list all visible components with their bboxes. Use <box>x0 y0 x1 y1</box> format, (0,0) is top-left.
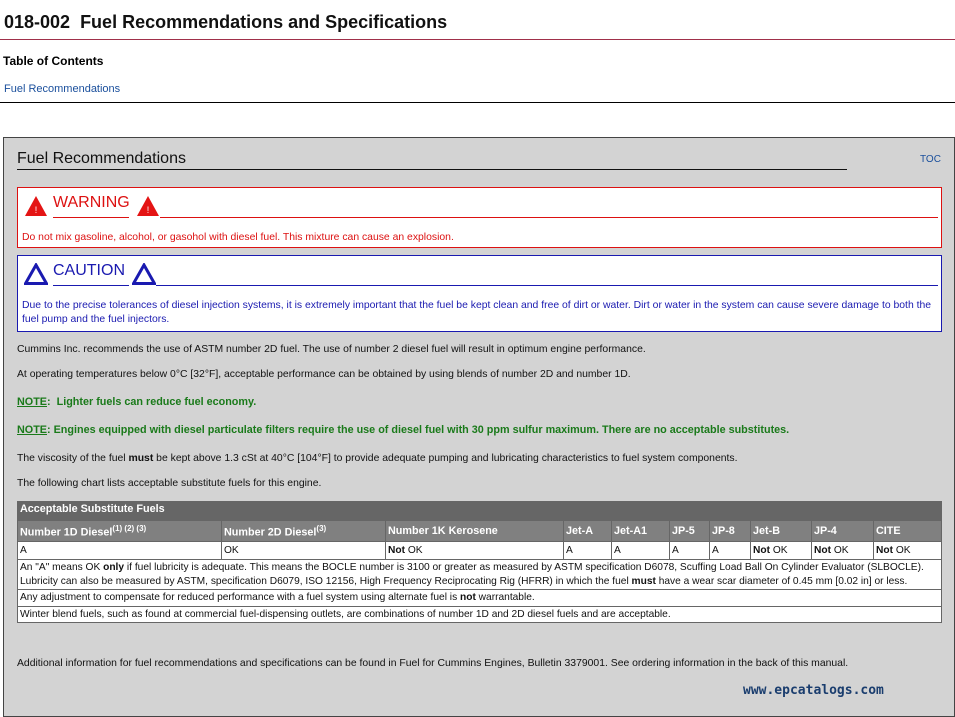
cell-jp-5: A <box>670 542 710 560</box>
column-header-jet-b: Jet-B <box>751 521 812 542</box>
paragraph-astm-2d: Cummins Inc. recommends the use of ASTM number 2D fuel. The use of number 2 diesel fuel will result in optimum engine performance. <box>17 344 646 355</box>
note-label: NOTE <box>17 396 47 408</box>
document-number: 018-002 <box>4 12 71 32</box>
svg-text:!: ! <box>34 205 38 215</box>
toc-back-link[interactable]: TOC <box>920 154 941 165</box>
paragraph-additional-information: Additional information for fuel recommendations and specifications can be found in Fuel for Cummins Engines, Bulletin 3379001. See ordering information in the back of this manual. <box>17 658 849 669</box>
footnote-lubricity: An "A" means OK only if fuel lubricity is adequate. This means the BOCLE number is 3100 or greater as measured by ASTM specification D6078, Scuffing Load Ball On Cylinder Evaluator (SLBOCLE). Lubricity can also be measured by ASTM, specification D6079, ISO 12156, High Frequency Reciprocating Rig (HFRR) in which the fuel must have a wear scar diameter of 0.45 mm [0.02 in] or less. <box>18 560 942 590</box>
warning-box <box>17 187 942 248</box>
watermark: www.epcatalogs.com <box>743 683 884 698</box>
warning-header <box>22 192 937 218</box>
caution-triangle-icon <box>24 263 48 285</box>
paragraph-viscosity: The viscosity of the fuel must be kept above 1.3 cSt at 40°C [104°F] to provide adequate pumping and lubricating characteristics to fuel system components. <box>17 453 738 464</box>
cell-number-1k-kerosene: Not OK <box>386 542 564 560</box>
toc-heading: Table of Contents <box>3 54 104 68</box>
note-label: NOTE <box>17 424 47 436</box>
table-row <box>18 542 942 560</box>
note-lighter-fuels: NOTE: Lighter fuels can reduce fuel economy. <box>17 396 257 408</box>
cell-number-2d-diesel: OK <box>222 542 386 560</box>
table-footnote-row <box>18 590 942 607</box>
title-divider <box>0 39 955 40</box>
caution-box <box>17 255 942 332</box>
table-footnote-row <box>18 606 942 623</box>
toc-divider <box>0 102 955 103</box>
warning-label-underline <box>53 217 129 218</box>
note-particulate-filters: NOTE: Engines equipped with diesel particulate filters require the use of diesel fuel with 30 ppm sulfur maximum. There are no acceptable substitutes. <box>17 424 790 436</box>
column-header-jet-a1: Jet-A1 <box>612 521 670 542</box>
note-lighter-fuels-text: Lighter fuels can reduce fuel economy. <box>56 396 257 408</box>
column-header-jp-4: JP-4 <box>812 521 874 542</box>
table-caption: Acceptable Substitute Fuels <box>18 502 942 521</box>
warning-triangle-icon <box>136 195 160 217</box>
column-header-cite: CITE <box>874 521 942 542</box>
document-title-text: Fuel Recommendations and Specifications <box>80 12 448 32</box>
paragraph-operating-temperatures: At operating temperatures below 0°C [32°F], acceptable performance can be obtained by using blends of number 2D and number 1D. <box>17 369 631 380</box>
cell-jp-8: A <box>710 542 751 560</box>
caution-header-line <box>156 285 938 286</box>
column-header-number-1d-diesel: Number 1D Diesel$^{(1) (2) (3)}$ <box>18 521 222 542</box>
substitute-fuels-table <box>17 501 942 623</box>
section-title: Fuel Recommendations <box>17 150 847 170</box>
column-header-number-1k-kerosene: Number 1K Kerosene <box>386 521 564 542</box>
fuel-recommendations-panel <box>3 137 955 717</box>
column-header-number-2d-diesel: Number 2D Diesel$^{(3)}$ <box>222 521 386 542</box>
viscosity-must: must <box>128 453 154 464</box>
cell-jet-a1: A <box>612 542 670 560</box>
document-title <box>4 12 447 33</box>
cell-jp-4: Not OK <box>812 542 874 560</box>
column-header-jet-a: Jet-A <box>564 521 612 542</box>
warning-header-line <box>160 217 938 218</box>
toc-link-fuel-recommendations[interactable]: Fuel Recommendations <box>4 83 121 95</box>
footnote-winter-blend: Winter blend fuels, such as found at commercial fuel-dispensing outlets, are combinations of number 1D and 2D diesel fuels and are acceptable. <box>18 606 942 623</box>
warning-triangle-icon <box>24 195 48 217</box>
column-header-jp-5: JP-5 <box>670 521 710 542</box>
column-header-jp-8: JP-8 <box>710 521 751 542</box>
cell-number-1d-diesel: A <box>18 542 222 560</box>
caution-label: CAUTION <box>53 262 125 279</box>
note-particulate-filters-text: Engines equipped with diesel particulate filters require the use of diesel fuel with 30 ppm sulfur maximum. There are no acceptable substitutes. <box>53 424 790 436</box>
caution-triangle-icon <box>132 263 156 285</box>
svg-text:!: ! <box>146 205 150 215</box>
paragraph-chart-intro: The following chart lists acceptable substitute fuels for this engine. <box>17 478 322 489</box>
table-footnote-row <box>18 560 942 590</box>
cell-cite: Not OK <box>874 542 942 560</box>
warning-label: WARNING <box>53 194 130 211</box>
caution-text: Due to the precise tolerances of diesel injection systems, it is extremely important that the fuel be kept clean and free of dirt or water. Dirt or water in the system can cause severe damage to both the fuel pump and the fuel injectors. <box>22 300 932 325</box>
cell-jet-a: A <box>564 542 612 560</box>
caution-label-underline <box>53 285 129 286</box>
warning-text: Do not mix gasoline, alcohol, or gasohol with diesel fuel. This mixture can cause an explosion. <box>22 232 454 243</box>
footnote-warrantable: Any adjustment to compensate for reduced performance with a fuel system using alternate fuel is not warrantable. <box>18 590 942 607</box>
caution-header <box>22 260 937 286</box>
cell-jet-b: Not OK <box>751 542 812 560</box>
